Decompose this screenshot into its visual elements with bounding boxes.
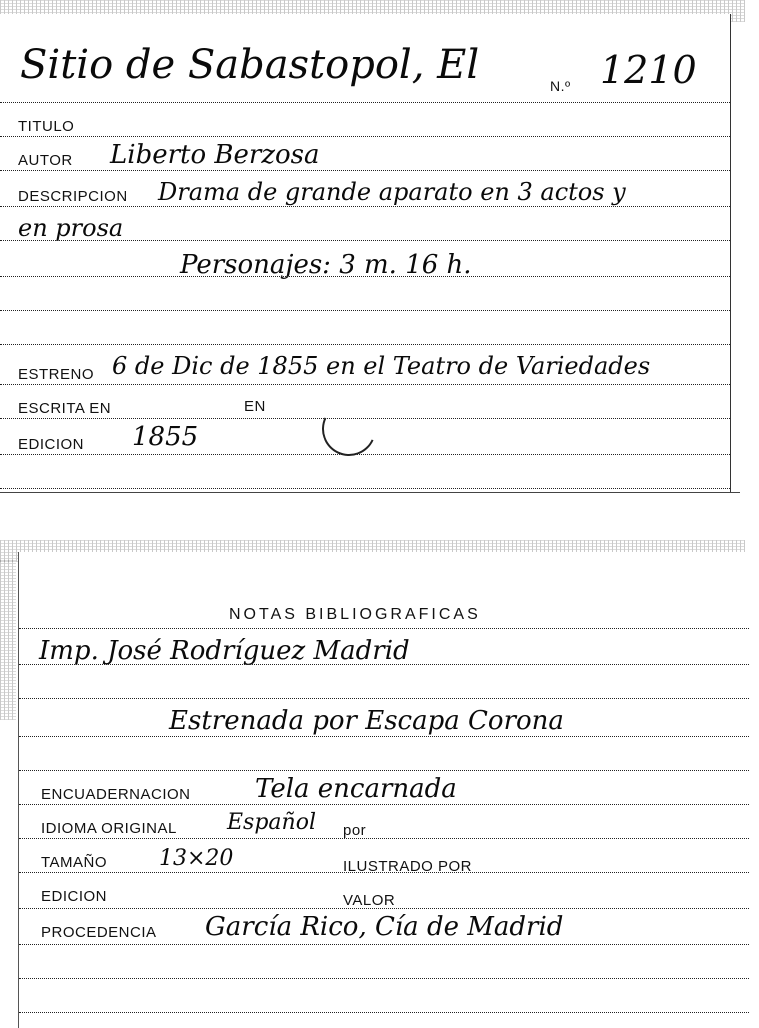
tamano-value: 13×20 [159, 846, 234, 871]
rule [0, 240, 730, 241]
rule [0, 384, 730, 385]
procedencia-label: PROCEDENCIA [41, 924, 157, 941]
rule [19, 908, 749, 909]
estreno-value: 6 de Dic de 1855 en el Teatro de Variedades [112, 352, 651, 380]
rule [0, 454, 730, 455]
rule [0, 310, 730, 311]
rule [0, 276, 730, 277]
notas-heading: NOTAS BIBLIOGRAFICAS [229, 606, 481, 623]
descripcion-label: DESCRIPCION [18, 188, 128, 205]
edicion-label: EDICION [18, 436, 85, 453]
rule [19, 770, 749, 771]
rule [0, 344, 730, 345]
encuadernacion-label: ENCUADERNACION [41, 786, 191, 803]
rule [0, 488, 730, 489]
titulo-label: TITULO [18, 118, 75, 135]
escrita-label: ESCRITA EN [18, 400, 112, 417]
rule [19, 872, 749, 873]
autor-value: Liberto Berzosa [110, 140, 320, 170]
rule [19, 944, 749, 945]
rule [19, 1012, 749, 1013]
notas-line-1: Imp. José Rodríguez Madrid [39, 636, 410, 666]
numero-value: 1210 [600, 48, 697, 92]
rule [19, 698, 749, 699]
rule [19, 838, 749, 839]
por-label: por [343, 822, 367, 839]
descripcion-value-2: en prosa [18, 214, 124, 242]
rule [19, 804, 749, 805]
idioma-value: Español [227, 810, 316, 835]
catalog-card-front [0, 14, 731, 492]
rule [19, 664, 749, 665]
personajes-value: Personajes: 3 m. 16 h. [180, 250, 472, 280]
edicion2-label: EDICION [41, 888, 108, 905]
idioma-label: IDIOMA ORIGINAL [41, 820, 177, 837]
procedencia-value: García Rico, Cía de Madrid [205, 912, 564, 942]
rule [19, 628, 749, 629]
numero-label: N.º [550, 78, 571, 94]
rule [0, 102, 730, 103]
descripcion-value-1: Drama de grande aparato en 3 actos y [158, 178, 626, 206]
catalog-card-back [18, 552, 749, 1028]
rule [0, 170, 730, 171]
valor-label: VALOR [343, 892, 396, 909]
card-bottom-edge [0, 492, 740, 493]
rule [0, 206, 730, 207]
ilustrado-label: ILUSTRADO POR [343, 858, 473, 875]
notas-line-2: Estrenada por Escapa Corona [169, 706, 564, 736]
rule [19, 978, 749, 979]
rule [0, 136, 730, 137]
estreno-label: ESTRENO [18, 366, 95, 383]
card-title: Sitio de Sabastopol, El [20, 42, 480, 88]
edicion-value: 1855 [132, 422, 199, 452]
autor-label: AUTOR [18, 152, 73, 169]
tamano-label: TAMAÑO [41, 854, 108, 871]
scan-edge-left [0, 560, 16, 720]
encuadernacion-value: Tela encarnada [255, 774, 457, 804]
rule [19, 736, 749, 737]
en-label: EN [244, 398, 266, 415]
